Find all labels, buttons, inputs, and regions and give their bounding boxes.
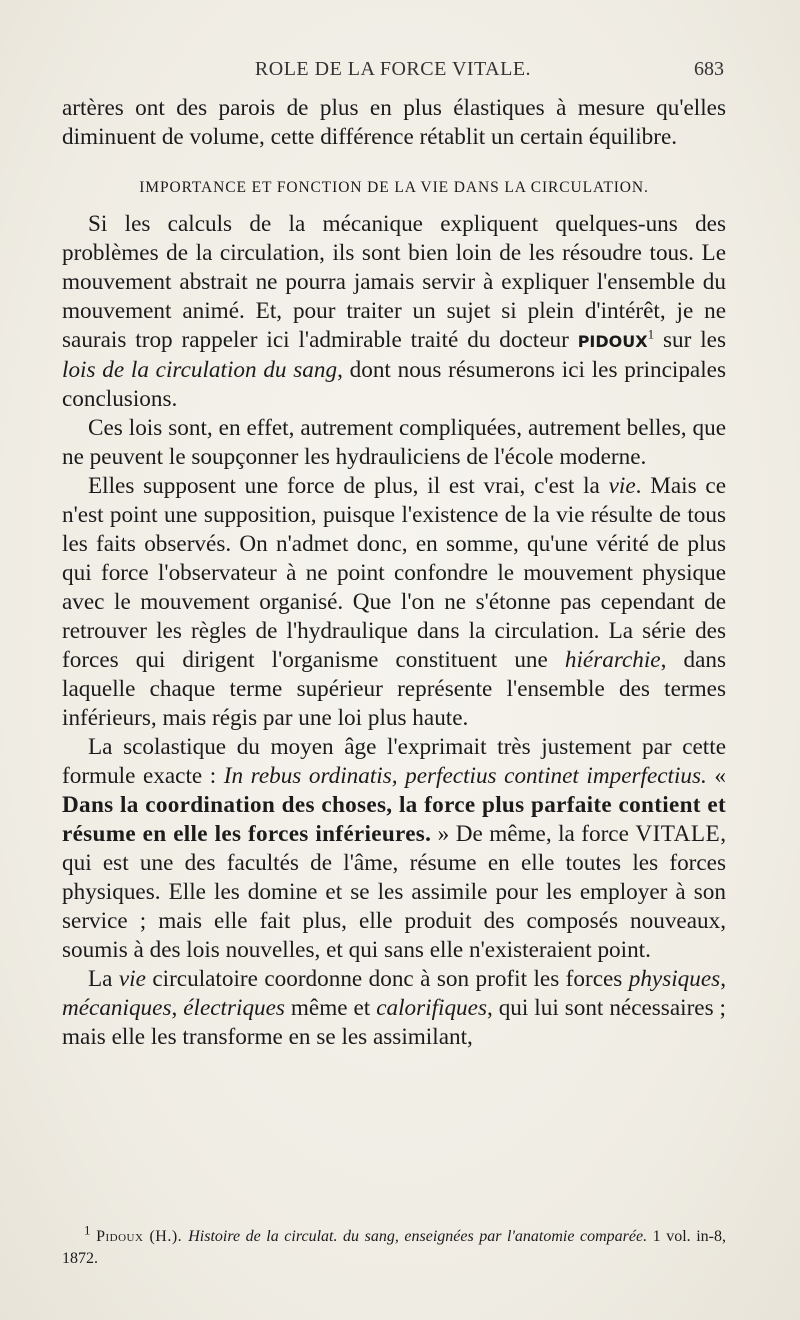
- p3-text-b: . Mais ce n'est point une supposition, puisque l'existence de la vie résulte de tous les faits observés. On n'admet donc, en somme, qu'une vérité de plus qui force l'observateur à ne point confondre le mouvement physique avec le mouvement organisé. Que l'on ne s'étonne pas cependant de retrouver les règles de l'hydraulique dans la circulation. La série des forces qui dirigent l'organisme constituent une: [62, 473, 726, 673]
- quote-open: «: [706, 763, 727, 789]
- p4-text-c: , qui est une des facultés de l'âme, résume en elle toutes les forces physiques. Elle les domine et se les assimile pour les employer à son service ; mais elle fait plus, elle produit des composés nouveaux, soumis à des lois nouvelles, et qui sans elle n'existeraient point.: [62, 821, 726, 963]
- p1-text-a: Si les calculs de la mécanique expliquent quelques-uns des problèmes de la circulation, ils sont bien loin de les résoudre tous. Le mouvement abstrait ne pourra jamais servir à expliquer l'ensemble du mouvement animé. Et, pour traiter un sujet si plein d'intérêt, je ne saurais trop rappeler ici l'admirable traité du docteur: [62, 211, 726, 353]
- p5-text-c: même et: [284, 995, 377, 1021]
- paragraph-continued: artères ont des parois de plus en plus élastiques à mesure qu'elles diminuent de volume, cette différence rétablit un certain équilibre.: [62, 95, 726, 150]
- paragraph-5: [62, 965, 726, 1052]
- quote-translation: Dans la coordination des choses, la force plus parfaite contient et résume en elle les forces inférieures.: [62, 792, 726, 847]
- page-header: [62, 58, 724, 86]
- paragraph-1: [62, 210, 726, 414]
- p4-text-a: La scolastique du moyen âge l'exprimait très justement par cette formule exacte :: [62, 734, 726, 789]
- author-name: PIDOUX: [577, 332, 648, 351]
- p4-text-b: » De même, la force: [431, 821, 636, 847]
- p5-term-vie: vie: [118, 966, 146, 992]
- paragraph-3: [62, 472, 726, 733]
- p3-term-vie: vie: [608, 473, 636, 499]
- p5-term-mecaniques: mécaniques: [62, 995, 172, 1021]
- footnotes: [62, 1222, 727, 1270]
- paragraph-4: [62, 733, 726, 965]
- latin-formula: In rebus ordinatis, perfectius continet imperfectius.: [223, 763, 707, 789]
- footnote-1: [62, 1222, 727, 1270]
- p5-text-a: La: [88, 966, 119, 992]
- p4-term-vitale: VITALE: [635, 821, 721, 847]
- running-title: ROLE DE LA FORCE VITALE.: [254, 58, 532, 80]
- p5-sep-2: ,: [171, 995, 184, 1021]
- section-heading: IMPORTANCE ET FONCTION DE LA VIE DANS LA CIRCULATION.: [139, 179, 649, 196]
- footnote-ref: 1: [647, 326, 655, 342]
- footnote-mark: 1: [84, 1222, 91, 1238]
- p5-term-physiques: physiques: [628, 966, 721, 992]
- page-number: 683: [694, 58, 724, 80]
- p5-term-calorifiques: calorifiques: [376, 995, 487, 1021]
- p5-sep-1: ,: [720, 966, 726, 992]
- body-text: [62, 94, 726, 1052]
- p1-text-c: , dont nous résumerons ici les principales conclusions.: [62, 357, 726, 412]
- p3-text-a: Elles supposent une force de plus, il est vrai, c'est la: [88, 473, 609, 499]
- p5-text-b: circulatoire coordonne donc à son profit les forces: [145, 966, 629, 992]
- p3-text-c: , dans laquelle chaque terme supérieur représente l'ensemble des termes inférieurs, mais régis par une loi plus haute.: [62, 647, 726, 731]
- work-title: lois de la circulation du sang: [62, 357, 338, 383]
- p3-term-hierarchie: hiérarchie: [564, 647, 661, 673]
- footnote-author: Pidoux (H.).: [96, 1228, 189, 1245]
- p5-term-electriques: électriques: [183, 995, 285, 1021]
- p1-text-b: sur les: [654, 327, 726, 353]
- paragraph-2: Ces lois sont, en effet, autrement compliquées, autrement belles, que ne peuvent le soupçonner les hydrauliciens de l'école moderne.: [62, 415, 726, 470]
- footnote-details: 1 vol. in-8, 1872.: [62, 1228, 727, 1267]
- footnote-title: Histoire de la circulat. du sang, enseignées par l'anatomie comparée.: [188, 1228, 648, 1245]
- p5-text-d: , qui lui sont nécessaires ; mais elle les transforme en se les assimilant,: [62, 995, 726, 1050]
